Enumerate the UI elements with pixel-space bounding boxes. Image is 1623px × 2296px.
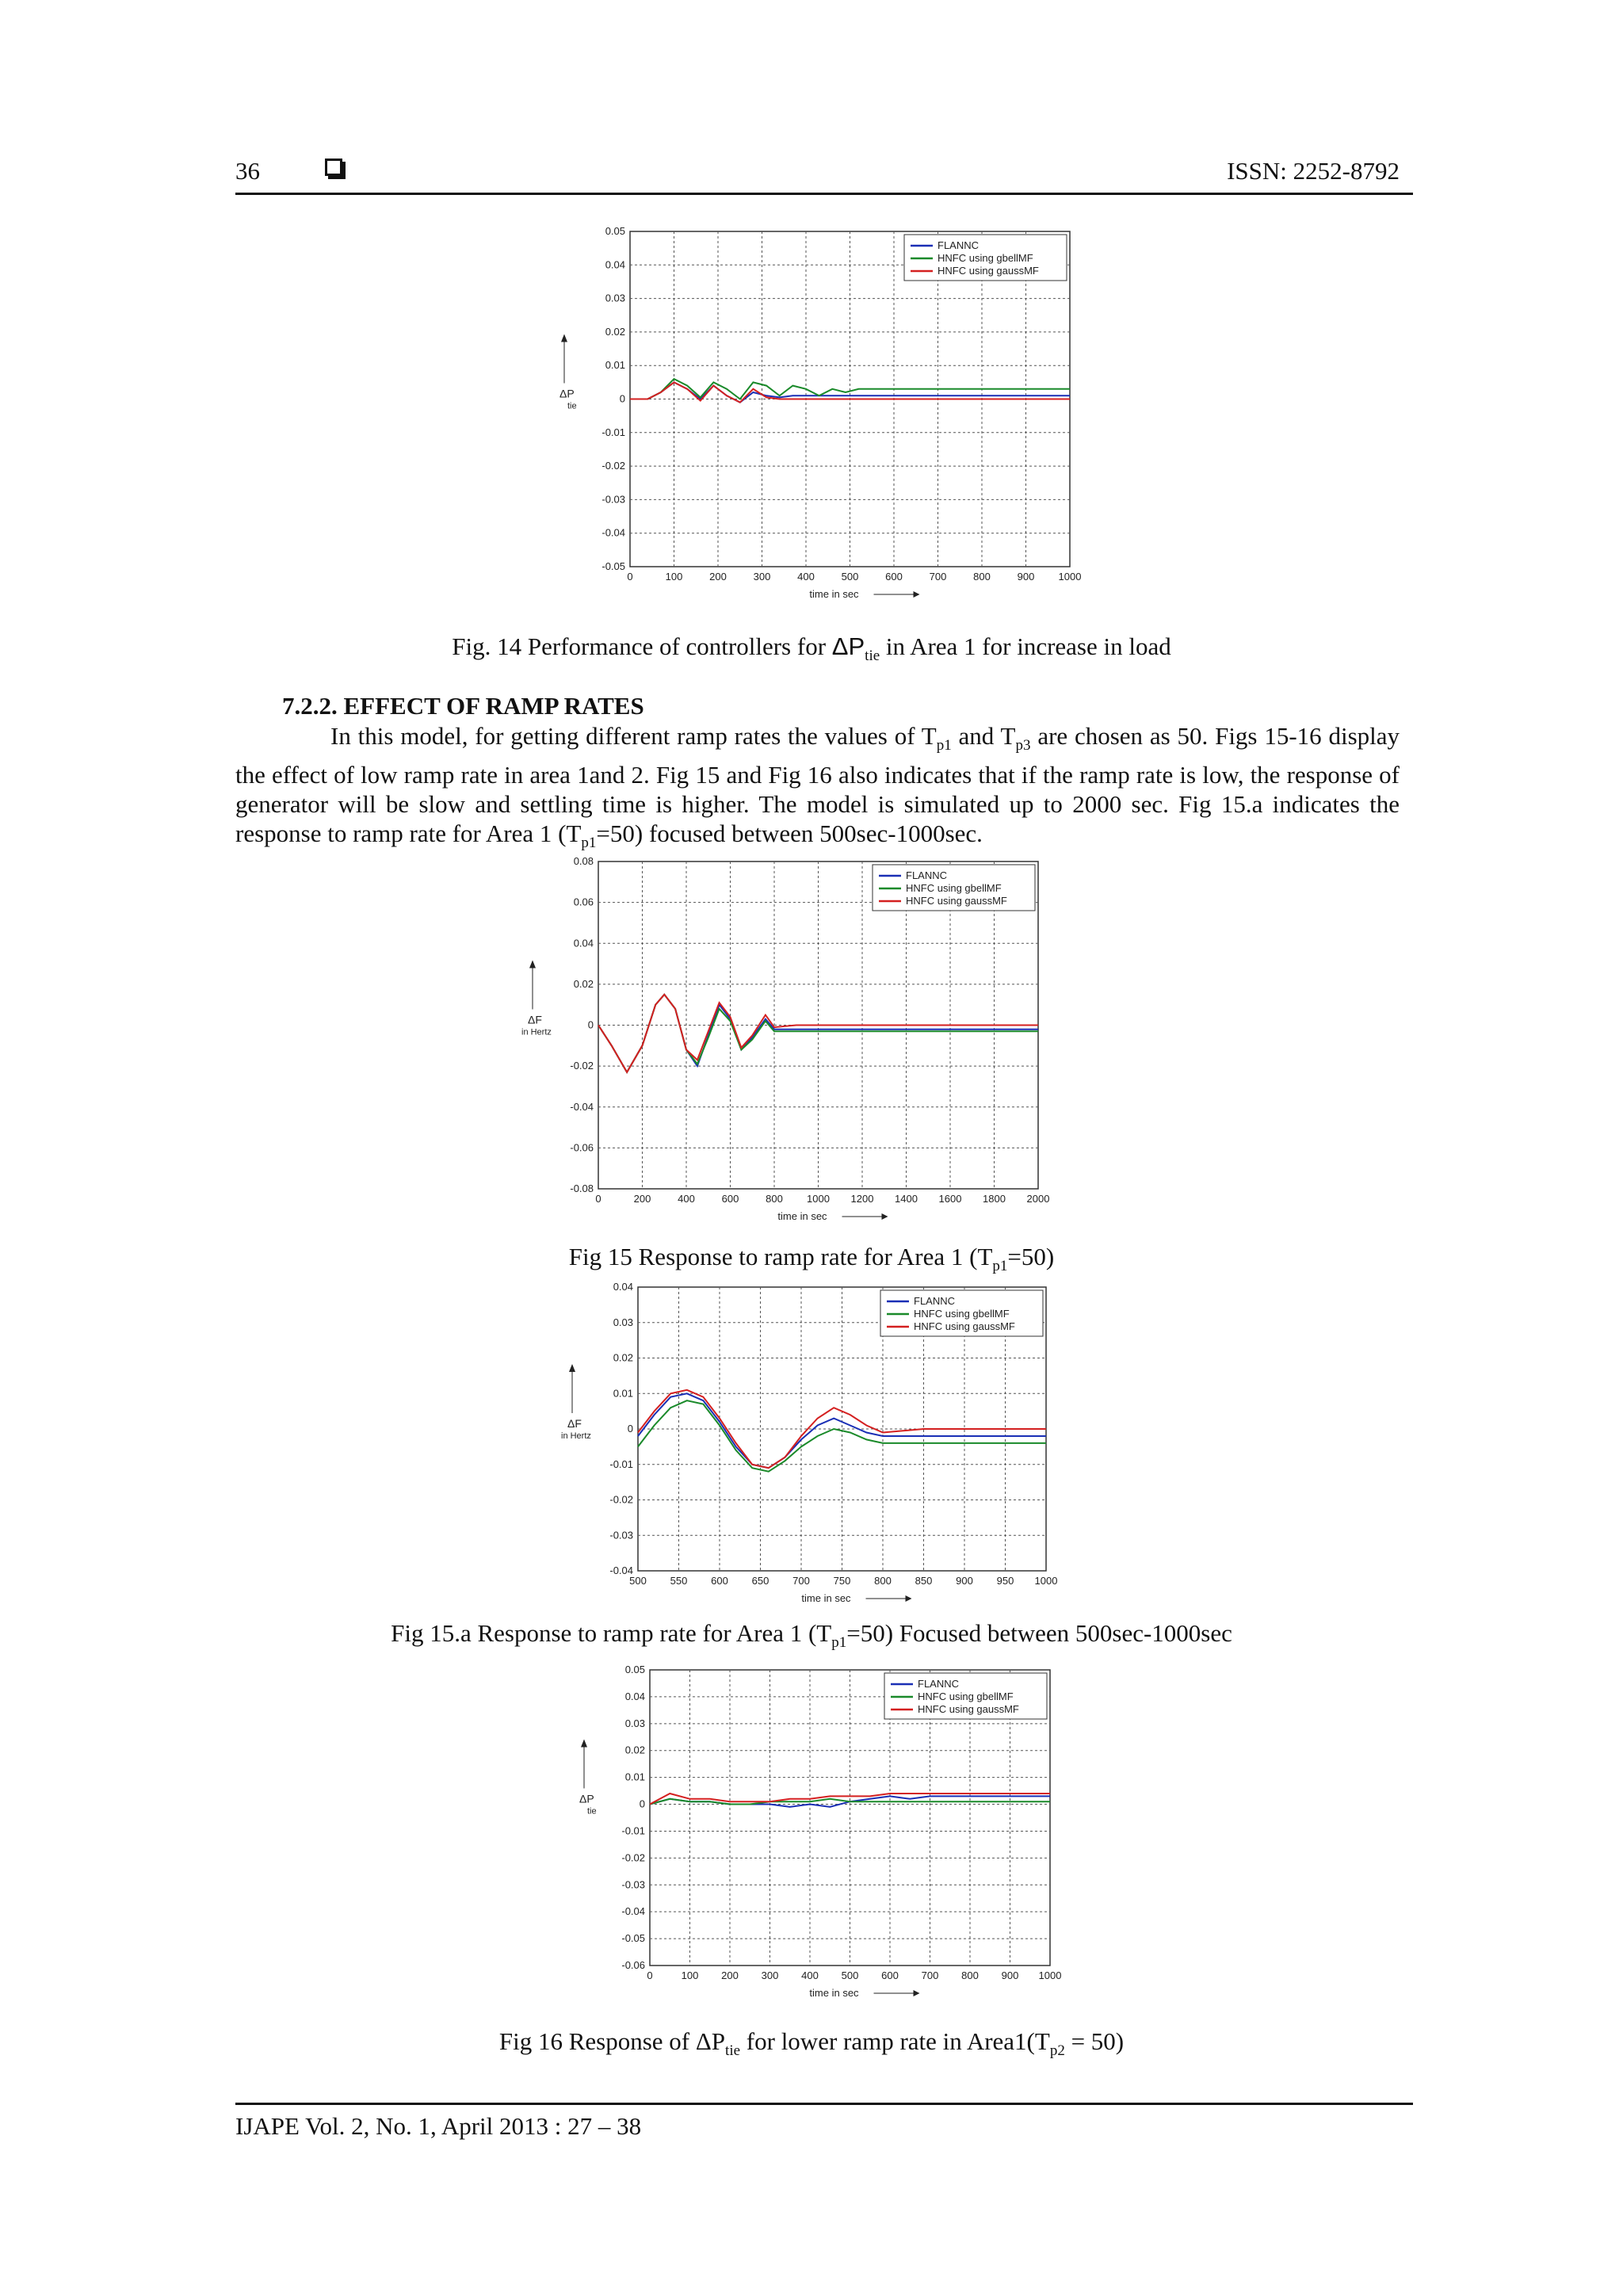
y-tick-label: -0.01: [609, 1457, 633, 1470]
x-tick-label: 200: [633, 1193, 651, 1205]
x-tick-label: 600: [885, 571, 903, 583]
x-tick-label: 600: [881, 1969, 899, 1981]
y-tick-label: -0.06: [621, 1959, 645, 1971]
y-tick-label: -0.03: [601, 493, 625, 506]
y-tick-label: 0.04: [605, 258, 625, 271]
x-tick-label: 2000: [1026, 1193, 1050, 1205]
legend-entry: FLANNC: [914, 1295, 956, 1307]
y-tick-label: 0.08: [573, 855, 594, 867]
x-axis-arrowhead: [914, 1990, 920, 1996]
y-tick-label: 0.04: [613, 1281, 633, 1293]
y-tick-label: 0.02: [573, 977, 594, 990]
y-tick-label: -0.02: [601, 460, 625, 472]
y-tick-label: -0.06: [570, 1141, 594, 1154]
y-tick-label: 0: [639, 1797, 645, 1810]
y-tick-label: -0.01: [601, 426, 625, 438]
y-axis-arrowhead: [569, 1364, 575, 1372]
caption-fig15: Fig 15 Response to ramp rate for Area 1 $(T_{p1}=50)$: [568, 1243, 1055, 1275]
x-tick-label: 1000: [1038, 1969, 1062, 1981]
x-tick-label: 400: [797, 571, 815, 583]
legend-entry: HNFC using gaussMF: [914, 1320, 1015, 1332]
section-paragraph: In this model, for getting different ramp rates the values of $T_{p1}$ and $T_{p3}$ are chosen as 50. Figs 15-16 display the effect of low ramp rate in area 1and 2. Fig 15 and Fig 16 also indicates that if the ramp rate is low, the response of generator will be slow and settling time is higher. The model is simulated up to 2000 sec. Fig 15.a indicates the response to ramp rate for Area 1 $(T_{p1}=50)$ focused between 500sec-1000sec.: [235, 722, 1400, 852]
y-tick-label: 0: [587, 1018, 594, 1031]
y-tick-label: 0: [627, 1423, 633, 1435]
y-tick-label: 0.02: [613, 1351, 633, 1364]
y-tick-label: 0.06: [573, 896, 594, 908]
y-tick-label: -0.02: [621, 1851, 645, 1864]
x-tick-label: 900: [956, 1575, 973, 1587]
legend-entry: HNFC using gaussMF: [906, 895, 1007, 907]
y-axis-label-sub: in Hertz: [521, 1027, 552, 1037]
x-tick-label: 1000: [807, 1193, 830, 1205]
x-tick-label: 650: [751, 1575, 769, 1587]
chart-fig15: [515, 852, 1054, 1232]
y-axis-arrowhead: [561, 334, 567, 342]
legend-entry: HNFC using gbellMF: [938, 252, 1033, 264]
y-tick-label: 0.03: [624, 1717, 645, 1729]
x-axis-label: time in sec: [809, 588, 859, 600]
x-tick-label: 600: [721, 1193, 739, 1205]
y-axis-label-sub: tie: [567, 401, 577, 411]
x-tick-label: 600: [711, 1575, 728, 1587]
x-tick-label: 700: [929, 571, 947, 583]
caption-fig14: Fig. 14 Performance of controllers for $\Delta P_{tie}$ in Area 1 for increase in load: [452, 632, 1171, 665]
y-tick-label: -0.04: [601, 526, 625, 539]
y-tick-label: -0.04: [621, 1905, 645, 1918]
y-tick-label: -0.03: [621, 1878, 645, 1891]
x-tick-label: 1800: [983, 1193, 1006, 1205]
y-tick-label: -0.05: [601, 560, 625, 572]
x-tick-label: 1200: [850, 1193, 874, 1205]
x-tick-label: 950: [996, 1575, 1014, 1587]
chart-fig16: [567, 1660, 1066, 2009]
x-axis-label: time in sec: [801, 1592, 851, 1604]
y-tick-label: -0.08: [570, 1182, 594, 1194]
x-tick-label: 200: [721, 1969, 739, 1981]
y-tick-label: 0.05: [624, 1664, 645, 1675]
legend-entry: HNFC using gbellMF: [918, 1690, 1014, 1702]
legend-entry: HNFC using gbellMF: [914, 1308, 1010, 1320]
x-axis-arrowhead: [882, 1213, 888, 1220]
x-tick-label: 300: [761, 1969, 779, 1981]
x-tick-label: 750: [833, 1575, 851, 1587]
x-tick-label: 500: [841, 1969, 859, 1981]
footer-rule: [235, 2103, 1413, 2105]
y-axis-label-sub: in Hertz: [561, 1431, 591, 1441]
page-number: 36: [235, 157, 260, 185]
y-axis-arrowhead: [581, 1740, 587, 1748]
x-tick-label: 700: [921, 1969, 939, 1981]
y-axis-label: ΔF: [528, 1013, 542, 1026]
legend-entry: HNFC using gaussMF: [918, 1703, 1019, 1715]
issn: ISSN: 2252-8792: [1227, 157, 1400, 185]
x-axis-label: time in sec: [777, 1210, 827, 1222]
caption-fig16: Fig 16 Response of $\Delta P_{tie}$ for lower ramp rate in $Area1(T_{p2} = 50)$: [498, 2027, 1125, 2060]
x-tick-label: 800: [973, 571, 991, 583]
x-tick-label: 100: [665, 571, 683, 583]
y-tick-label: 0.02: [605, 325, 625, 338]
x-tick-label: 900: [1001, 1969, 1019, 1981]
y-tick-label: -0.02: [609, 1493, 633, 1506]
y-tick-label: 0.05: [605, 225, 625, 237]
x-tick-label: 400: [801, 1969, 819, 1981]
y-tick-label: 0.01: [624, 1771, 645, 1783]
x-tick-label: 550: [670, 1575, 688, 1587]
x-tick-label: 1000: [1034, 1575, 1058, 1587]
section-heading: 7.2.2. EFFECT OF RAMP RATES: [282, 692, 644, 720]
legend-entry: FLANNC: [938, 239, 980, 251]
x-tick-label: 300: [753, 571, 771, 583]
y-tick-label: 0: [619, 392, 625, 405]
x-tick-label: 800: [874, 1575, 892, 1587]
square-outline-icon: [325, 159, 342, 176]
x-tick-label: 700: [792, 1575, 810, 1587]
x-tick-label: 1000: [1058, 571, 1082, 583]
x-tick-label: 400: [678, 1193, 695, 1205]
y-axis-label: ΔP: [559, 387, 575, 400]
y-tick-label: 0.04: [573, 937, 594, 949]
x-tick-label: 0: [647, 1969, 653, 1981]
x-tick-label: 800: [961, 1969, 979, 1981]
x-tick-label: 200: [709, 571, 727, 583]
caption-fig15a: Fig 15.a Response to ramp rate for Area 1 $(T_{p1}=50)$ Focused between 500sec-1000sec: [391, 1619, 1232, 1652]
x-tick-label: 0: [627, 571, 633, 583]
x-tick-label: 0: [595, 1193, 601, 1205]
y-axis-arrowhead: [529, 961, 536, 968]
y-tick-label: 0.01: [605, 359, 625, 372]
legend-entry: HNFC using gbellMF: [906, 882, 1002, 894]
chart-fig15a: [555, 1278, 1062, 1614]
x-tick-label: 1400: [895, 1193, 918, 1205]
x-tick-label: 100: [681, 1969, 699, 1981]
y-tick-label: -0.01: [621, 1824, 645, 1837]
chart-fig14: [547, 222, 1086, 610]
y-tick-label: 0.03: [613, 1316, 633, 1328]
y-tick-label: -0.04: [570, 1100, 594, 1113]
y-tick-label: -0.02: [570, 1060, 594, 1072]
x-tick-label: 800: [766, 1193, 783, 1205]
y-axis-label: ΔP: [579, 1792, 594, 1805]
y-tick-label: 0.02: [624, 1744, 645, 1756]
legend-entry: HNFC using gaussMF: [938, 265, 1039, 277]
legend-entry: FLANNC: [918, 1678, 960, 1690]
y-tick-label: 0.03: [605, 292, 625, 304]
legend-entry: FLANNC: [906, 869, 948, 881]
x-axis-label: time in sec: [809, 1987, 859, 1999]
header-rule: [235, 193, 1413, 195]
y-axis-label-sub: tie: [587, 1806, 597, 1817]
x-tick-label: 500: [629, 1575, 647, 1587]
y-tick-label: -0.03: [609, 1529, 633, 1541]
y-tick-label: -0.04: [609, 1564, 633, 1576]
x-tick-label: 1600: [938, 1193, 962, 1205]
y-tick-label: 0.04: [624, 1690, 645, 1702]
x-tick-label: 900: [1017, 571, 1035, 583]
x-axis-arrowhead: [906, 1595, 912, 1602]
x-axis-arrowhead: [914, 591, 920, 598]
y-tick-label: -0.05: [621, 1932, 645, 1945]
x-tick-label: 500: [841, 571, 859, 583]
y-tick-label: 0.01: [613, 1387, 633, 1400]
y-axis-label: ΔF: [567, 1417, 582, 1430]
x-tick-label: 850: [915, 1575, 933, 1587]
footer-journal: IJAPE Vol. 2, No. 1, April 2013 : 27 – 38: [235, 2112, 642, 2140]
